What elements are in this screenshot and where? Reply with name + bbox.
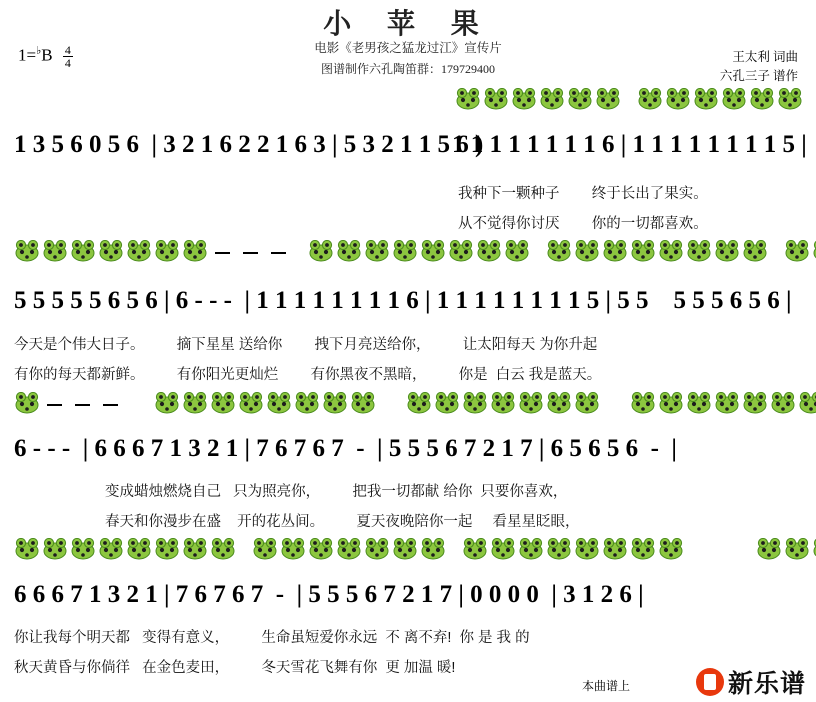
sustain-dash [271,252,286,254]
key-label: 1= [18,45,37,65]
time-signature [63,44,73,69]
ocarina-fingering-icon [308,538,334,560]
ocarina-fingering-icon [364,240,390,262]
ocarina-fingering-icon [364,538,390,560]
footer-note: 本曲谱上 [581,679,630,693]
ocarina-fingering-icon [476,240,502,262]
ocarina-fingering-icon [749,88,775,110]
ocarina-fingering-icon [630,392,656,414]
ocarina-fingering-icon [658,392,684,414]
ocarina-fingering-icon [686,392,712,414]
sustain-dash [75,404,90,406]
system-2-lyric-2: 有你的每天都新鲜。 有你阳光更灿烂 有你黑夜不黑暗， 你是 白云 我是蓝天。 [14,367,602,383]
system-1-notes-right: 1 1 1 1 1 1 1 1 6 | 1 1 1 1 1 1 1 1 5 | [452,131,807,158]
ocarina-fingering-icon [812,538,816,560]
ocarina-fingering-icon [693,88,719,110]
ocarina-fingering-icon [252,538,278,560]
ocarina-fingering-icon [546,392,572,414]
frog-fingering-row-2 [14,240,804,266]
credit-line-2: 六孔三子 谱作 [719,69,798,84]
ocarina-fingering-icon [14,240,40,262]
ocarina-fingering-icon [154,240,180,262]
ocarina-fingering-icon [448,240,474,262]
ocarina-fingering-icon [504,240,530,262]
ocarina-fingering-icon [98,538,124,560]
ocarina-fingering-icon [630,240,656,262]
ocarina-fingering-icon [483,88,509,110]
ocarina-fingering-icon [756,538,782,560]
sustain-dash [47,404,62,406]
ocarina-fingering-icon [742,392,768,414]
ocarina-fingering-icon [182,392,208,414]
system-1-notes-left: 1 3 5 6 0 5 6 | 3 2 1 6 2 2 1 6 3 | 5 3 2 1 1 5 6 ) [14,131,484,158]
ocarina-fingering-icon [812,240,816,262]
ocarina-fingering-icon [637,88,663,110]
ocarina-fingering-icon [266,392,292,414]
ocarina-fingering-icon [238,392,264,414]
ocarina-fingering-icon [574,240,600,262]
system-2-notes: 5 5 5 5 5 6 5 6 | 6 - - - | 1 1 1 1 1 1 1 1 6 | 1 1 1 1 1 1 1 1 5 | 5 5 5 5 5 6 5 6 | [14,287,792,314]
page-title: 小 苹 果 [323,8,493,39]
ocarina-fingering-icon [595,88,621,110]
ocarina-fingering-icon [98,240,124,262]
ocarina-fingering-icon [154,538,180,560]
ocarina-fingering-icon [490,538,516,560]
ocarina-fingering-icon [742,240,768,262]
ocarina-fingering-icon [182,240,208,262]
ocarina-fingering-icon [518,538,544,560]
ocarina-fingering-icon [574,392,600,414]
time-sig-denominator: 4 [64,56,71,71]
system-2-lyric-1: 今天是个伟大日子。 摘下星星 送给你 拽下月亮送给你， 让太阳每天 为你升起 [14,337,598,353]
ocarina-fingering-icon [210,392,236,414]
subtitle-credit-group: 图谱制作六孔陶笛群：179729400 [320,62,495,76]
ocarina-fingering-icon [392,240,418,262]
ocarina-fingering-icon [770,392,796,414]
ocarina-fingering-icon [574,538,600,560]
ocarina-fingering-icon [490,392,516,414]
credit-line-1: 王太利 词曲 [732,50,798,64]
ocarina-fingering-icon [462,392,488,414]
ocarina-fingering-icon [546,240,572,262]
ocarina-fingering-icon [294,392,320,414]
ocarina-fingering-icon [721,88,747,110]
system-1-lyric-2: 从不觉得你讨厌 你的一切都喜欢。 [458,216,708,232]
system-4-lyric-1: 你让我每个明天都 变得有意义， 生命虽短爱你永远 不 离不弃! 你 是 我 的 [14,630,530,646]
ocarina-fingering-icon [42,538,68,560]
ocarina-fingering-icon [210,538,236,560]
ocarina-fingering-icon [406,392,432,414]
system-3-lyric-2: 春天和你漫步在盛 开的花丛间。 夏天夜晚陪你一起 看星星眨眼， [105,514,580,530]
time-sig-numerator: 4 [64,43,71,58]
ocarina-fingering-icon [784,240,810,262]
ocarina-fingering-icon [714,240,740,262]
key-signature [18,44,73,69]
ocarina-fingering-icon [455,88,481,110]
ocarina-fingering-icon [322,392,348,414]
ocarina-fingering-icon [602,240,628,262]
logo-text: 新乐谱 [727,670,806,698]
ocarina-fingering-icon [567,88,593,110]
ocarina-fingering-icon [336,538,362,560]
sustain-dash [103,404,118,406]
ocarina-fingering-icon [308,240,334,262]
ocarina-fingering-icon [518,392,544,414]
ocarina-fingering-icon [434,392,460,414]
ocarina-fingering-icon [546,538,572,560]
ocarina-fingering-icon [630,538,656,560]
ocarina-fingering-icon [42,240,68,262]
ocarina-fingering-icon [126,240,152,262]
ocarina-fingering-icon [280,538,306,560]
frog-fingering-row-4 [14,538,804,564]
ocarina-fingering-icon [539,88,565,110]
logo-mark-icon [696,668,724,696]
ocarina-fingering-icon [420,538,446,560]
ocarina-fingering-icon [665,88,691,110]
ocarina-fingering-icon [392,538,418,560]
ocarina-fingering-icon [602,538,628,560]
site-logo [696,664,806,700]
ocarina-fingering-icon [511,88,537,110]
ocarina-fingering-icon [777,88,803,110]
key-flat: ♭ [36,45,42,57]
ocarina-fingering-icon [658,538,684,560]
sustain-dash [215,252,230,254]
ocarina-fingering-icon [126,538,152,560]
ocarina-fingering-icon [658,240,684,262]
frog-fingering-row-1 [455,88,800,114]
system-3-lyric-1: 变成蜡烛燃烧自己 只为照亮你， 把我一切都献 给你 只要你喜欢， [105,484,568,500]
sustain-dash [243,252,258,254]
ocarina-fingering-icon [420,240,446,262]
system-1-lyric-1: 我种下一颗种子 终于长出了果实。 [458,186,708,202]
key-letter: B [41,45,53,65]
ocarina-fingering-icon [70,538,96,560]
system-3-notes: 6 - - - | 6 6 6 7 1 3 2 1 | 7 6 7 6 7 - | 5 5 5 6 7 2 1 7 | 6 5 6 5 6 - | [14,435,677,462]
ocarina-fingering-icon [336,240,362,262]
frog-fingering-row-3 [14,392,804,418]
system-4-notes: 6 6 6 7 1 3 2 1 | 7 6 7 6 7 - | 5 5 5 6 7 2 1 7 | 0 0 0 0 | 3 1 2 6 | [14,581,644,608]
ocarina-fingering-icon [798,392,816,414]
system-4-lyric-2: 秋天黄昏与你倘徉 在金色麦田， 冬天雪花飞舞有你 更 加温 暖! [14,660,456,676]
ocarina-fingering-icon [14,538,40,560]
ocarina-fingering-icon [686,240,712,262]
ocarina-fingering-icon [14,392,40,414]
ocarina-fingering-icon [714,392,740,414]
ocarina-fingering-icon [350,392,376,414]
ocarina-fingering-icon [462,538,488,560]
ocarina-fingering-icon [154,392,180,414]
ocarina-fingering-icon [784,538,810,560]
ocarina-fingering-icon [70,240,96,262]
subtitle-film: 电影《老男孩之猛龙过江》宣传片 [314,41,502,55]
ocarina-fingering-icon [182,538,208,560]
composer-credit [720,48,798,87]
